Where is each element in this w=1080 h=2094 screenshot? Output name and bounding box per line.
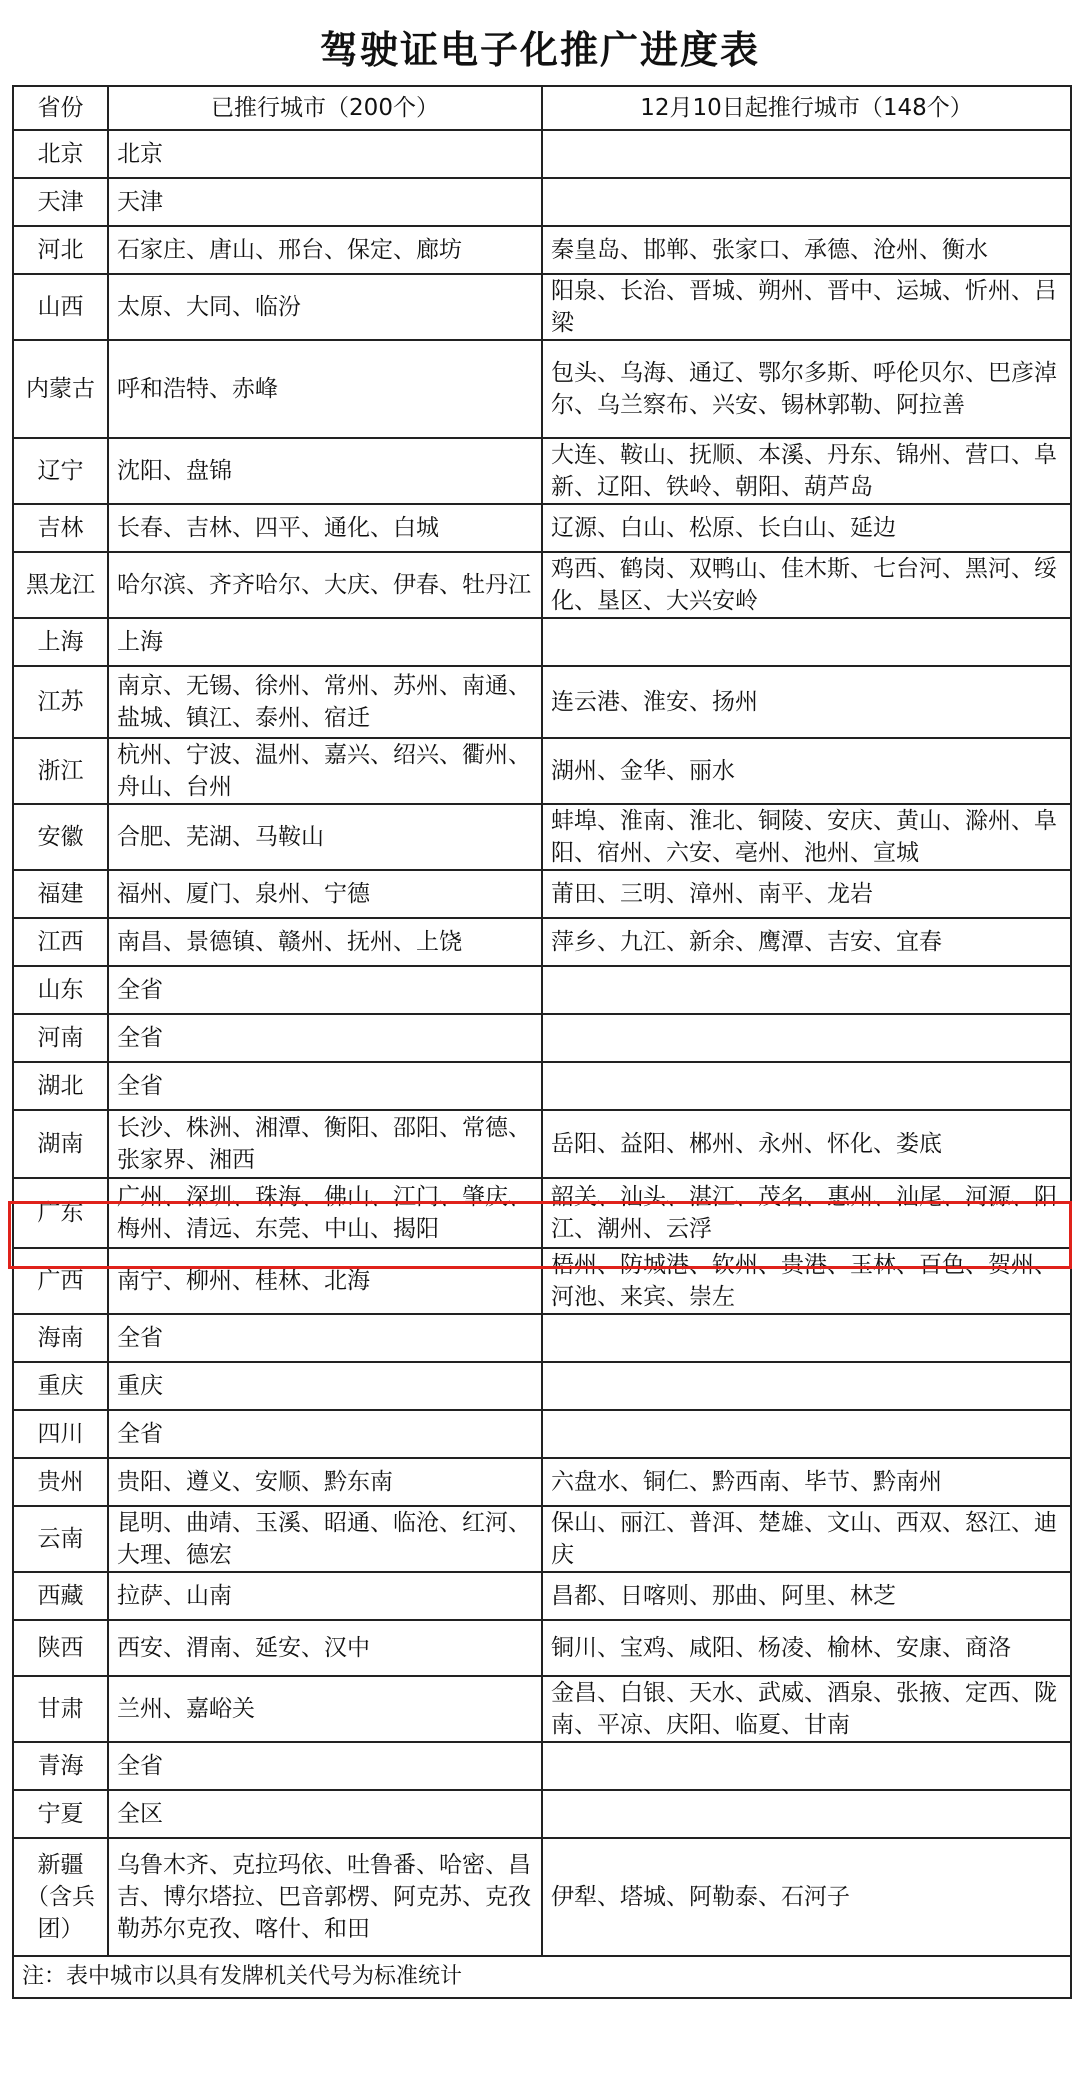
rolled-out-cell: 全省: [108, 1014, 542, 1062]
rolled-out-cell: 福州、厦门、泉州、宁德: [108, 870, 542, 918]
table-row: [13, 918, 1071, 966]
rolled-out-cell: 全区: [108, 1790, 542, 1838]
from-dec10-cell: [542, 1014, 1071, 1062]
table-row: [13, 226, 1071, 274]
table-row: [13, 666, 1071, 738]
rolled-out-cell: 呼和浩特、赤峰: [108, 340, 542, 438]
province-cell: 江西: [13, 918, 108, 966]
table-row: [13, 340, 1071, 438]
province-cell: 贵州: [13, 1458, 108, 1506]
province-cell: 湖南: [13, 1110, 108, 1178]
rolled-out-cell: 长春、吉林、四平、通化、白城: [108, 504, 542, 552]
rolled-out-cell: 合肥、芜湖、马鞍山: [108, 804, 542, 870]
table-row: [13, 1742, 1071, 1790]
from-dec10-cell: [542, 966, 1071, 1014]
province-cell: 甘肃: [13, 1676, 108, 1742]
header-from-dec10: 12月10日起推行城市（148个）: [542, 86, 1071, 130]
table-row: [13, 504, 1071, 552]
province-cell: 河南: [13, 1014, 108, 1062]
province-cell: 安徽: [13, 804, 108, 870]
table-row: [13, 1676, 1071, 1742]
from-dec10-cell: 萍乡、九江、新余、鹰潭、吉安、宜春: [542, 918, 1071, 966]
from-dec10-cell: 昌都、日喀则、那曲、阿里、林芝: [542, 1572, 1071, 1620]
province-cell: 上海: [13, 618, 108, 666]
rolled-out-cell: 全省: [108, 966, 542, 1014]
province-cell: 黑龙江: [13, 552, 108, 618]
from-dec10-cell: [542, 1790, 1071, 1838]
table-row: [13, 1620, 1071, 1676]
rolled-out-cell: 沈阳、盘锦: [108, 438, 542, 504]
from-dec10-cell: 莆田、三明、漳州、南平、龙岩: [542, 870, 1071, 918]
province-cell: 辽宁: [13, 438, 108, 504]
province-cell: 湖北: [13, 1062, 108, 1110]
table-row: [13, 1790, 1071, 1838]
from-dec10-cell: [542, 1410, 1071, 1458]
table-row: [13, 1458, 1071, 1506]
province-cell: 青海: [13, 1742, 108, 1790]
rolled-out-cell: 南宁、柳州、桂林、北海: [108, 1248, 542, 1314]
rolled-out-cell: 太原、大同、临汾: [108, 274, 542, 340]
table-row: [13, 1362, 1071, 1410]
province-cell: 江苏: [13, 666, 108, 738]
province-cell: 四川: [13, 1410, 108, 1458]
header-province: 省份: [13, 86, 108, 130]
province-cell: 北京: [13, 130, 108, 178]
province-cell: 云南: [13, 1506, 108, 1572]
table-row: [13, 1838, 1071, 1956]
province-cell: 浙江: [13, 738, 108, 804]
province-cell: 山东: [13, 966, 108, 1014]
rolled-out-cell: 兰州、嘉峪关: [108, 1676, 542, 1742]
rolled-out-cell: 全省: [108, 1062, 542, 1110]
province-cell: 河北: [13, 226, 108, 274]
header-rolled-out: 已推行城市（200个）: [108, 86, 542, 130]
rolled-out-cell: 昆明、曲靖、玉溪、昭通、临沧、红河、大理、德宏: [108, 1506, 542, 1572]
table-row: [13, 274, 1071, 340]
rolled-out-cell: 广州、深圳、珠海、佛山、江门、肇庆、梅州、清远、东莞、中山、揭阳: [108, 1178, 542, 1248]
table-row: [13, 1314, 1071, 1362]
table-row: [13, 1014, 1071, 1062]
from-dec10-cell: 大连、鞍山、抚顺、本溪、丹东、锦州、营口、阜新、辽阳、铁岭、朝阳、葫芦岛: [542, 438, 1071, 504]
from-dec10-cell: 阳泉、长治、晋城、朔州、晋中、运城、忻州、吕梁: [542, 274, 1071, 340]
rolled-out-cell: 北京: [108, 130, 542, 178]
from-dec10-cell: 鸡西、鹤岗、双鸭山、佳木斯、七台河、黑河、绥化、垦区、大兴安岭: [542, 552, 1071, 618]
rolled-out-cell: 上海: [108, 618, 542, 666]
from-dec10-cell: [542, 1062, 1071, 1110]
from-dec10-cell: [542, 178, 1071, 226]
from-dec10-cell: 蚌埠、淮南、淮北、铜陵、安庆、黄山、滁州、阜阳、宿州、六安、亳州、池州、宣城: [542, 804, 1071, 870]
table-header-row: [13, 86, 1071, 130]
province-cell: 西藏: [13, 1572, 108, 1620]
from-dec10-cell: 铜川、宝鸡、咸阳、杨凌、榆林、安康、商洛: [542, 1620, 1071, 1676]
rolled-out-cell: 南京、无锡、徐州、常州、苏州、南通、盐城、镇江、泰州、宿迁: [108, 666, 542, 738]
province-cell: 海南: [13, 1314, 108, 1362]
rolled-out-cell: 拉萨、山南: [108, 1572, 542, 1620]
table-row: [13, 552, 1071, 618]
province-cell: 内蒙古: [13, 340, 108, 438]
rolled-out-cell: 贵阳、遵义、安顺、黔东南: [108, 1458, 542, 1506]
table-row: [13, 618, 1071, 666]
table-row: [13, 870, 1071, 918]
table-row: [13, 178, 1071, 226]
from-dec10-cell: [542, 618, 1071, 666]
from-dec10-cell: 辽源、白山、松原、长白山、延边: [542, 504, 1071, 552]
rolled-out-cell: 天津: [108, 178, 542, 226]
rolled-out-cell: 乌鲁木齐、克拉玛依、吐鲁番、哈密、昌吉、博尔塔拉、巴音郭楞、阿克苏、克孜勒苏尔克孜、喀什、和田: [108, 1838, 542, 1956]
table-row: [13, 966, 1071, 1014]
province-cell: 重庆: [13, 1362, 108, 1410]
from-dec10-cell: 保山、丽江、普洱、楚雄、文山、西双、怒江、迪庆: [542, 1506, 1071, 1572]
from-dec10-cell: 伊犁、塔城、阿勒泰、石河子: [542, 1838, 1071, 1956]
table-row: [13, 1410, 1071, 1458]
table-body: [13, 130, 1071, 1956]
rolled-out-cell: 石家庄、唐山、邢台、保定、廊坊: [108, 226, 542, 274]
table-row: [13, 438, 1071, 504]
rolled-out-cell: 全省: [108, 1410, 542, 1458]
from-dec10-cell: 韶关、汕头、湛江、茂名、惠州、汕尾、河源、阳江、潮州、云浮: [542, 1178, 1071, 1248]
from-dec10-cell: 秦皇岛、邯郸、张家口、承德、沧州、衡水: [542, 226, 1071, 274]
rolled-out-cell: 哈尔滨、齐齐哈尔、大庆、伊春、牡丹江: [108, 552, 542, 618]
from-dec10-cell: 包头、乌海、通辽、鄂尔多斯、呼伦贝尔、巴彦淖尔、乌兰察布、兴安、锡林郭勒、阿拉善: [542, 340, 1071, 438]
from-dec10-cell: 金昌、白银、天水、武威、酒泉、张掖、定西、陇南、平凉、庆阳、临夏、甘南: [542, 1676, 1071, 1742]
province-cell: 福建: [13, 870, 108, 918]
rolled-out-cell: 全省: [108, 1742, 542, 1790]
province-cell: 山西: [13, 274, 108, 340]
rolled-out-cell: 长沙、株洲、湘潭、衡阳、邵阳、常德、张家界、湘西: [108, 1110, 542, 1178]
table-row: [13, 1572, 1071, 1620]
rolled-out-cell: 南昌、景德镇、赣州、抚州、上饶: [108, 918, 542, 966]
table-row: [13, 738, 1071, 804]
from-dec10-cell: 连云港、淮安、扬州: [542, 666, 1071, 738]
table-row: [13, 1062, 1071, 1110]
province-cell: 宁夏: [13, 1790, 108, 1838]
note-row: [13, 1956, 1071, 1998]
rolled-out-cell: 杭州、宁波、温州、嘉兴、绍兴、衢州、舟山、台州: [108, 738, 542, 804]
province-cell: 广西: [13, 1248, 108, 1314]
from-dec10-cell: 岳阳、益阳、郴州、永州、怀化、娄底: [542, 1110, 1071, 1178]
from-dec10-cell: [542, 1742, 1071, 1790]
table-row: [13, 1248, 1071, 1314]
province-cell: 广东: [13, 1178, 108, 1248]
from-dec10-cell: 梧州、防城港、钦州、贵港、玉林、百色、贺州、河池、来宾、崇左: [542, 1248, 1071, 1314]
page-title: 驾驶证电子化推广进度表: [319, 27, 760, 72]
province-cell: 吉林: [13, 504, 108, 552]
rolled-out-cell: 全省: [108, 1314, 542, 1362]
table-row: [13, 804, 1071, 870]
from-dec10-cell: [542, 1314, 1071, 1362]
rollout-table: [12, 85, 1072, 1999]
table-row: [13, 130, 1071, 178]
from-dec10-cell: [542, 1362, 1071, 1410]
province-cell: 陕西: [13, 1620, 108, 1676]
province-cell: 天津: [13, 178, 108, 226]
rolled-out-cell: 西安、渭南、延安、汉中: [108, 1620, 542, 1676]
from-dec10-cell: [542, 130, 1071, 178]
table-row: [13, 1110, 1071, 1178]
from-dec10-cell: 六盘水、铜仁、黔西南、毕节、黔南州: [542, 1458, 1071, 1506]
rolled-out-cell: 重庆: [108, 1362, 542, 1410]
footnote: 注：表中城市以具有发牌机关代号为标准统计: [13, 1956, 1071, 1998]
from-dec10-cell: 湖州、金华、丽水: [542, 738, 1071, 804]
table-row: [13, 1178, 1071, 1248]
province-cell: 新疆（含兵团）: [13, 1838, 108, 1956]
table-row: [13, 1506, 1071, 1572]
